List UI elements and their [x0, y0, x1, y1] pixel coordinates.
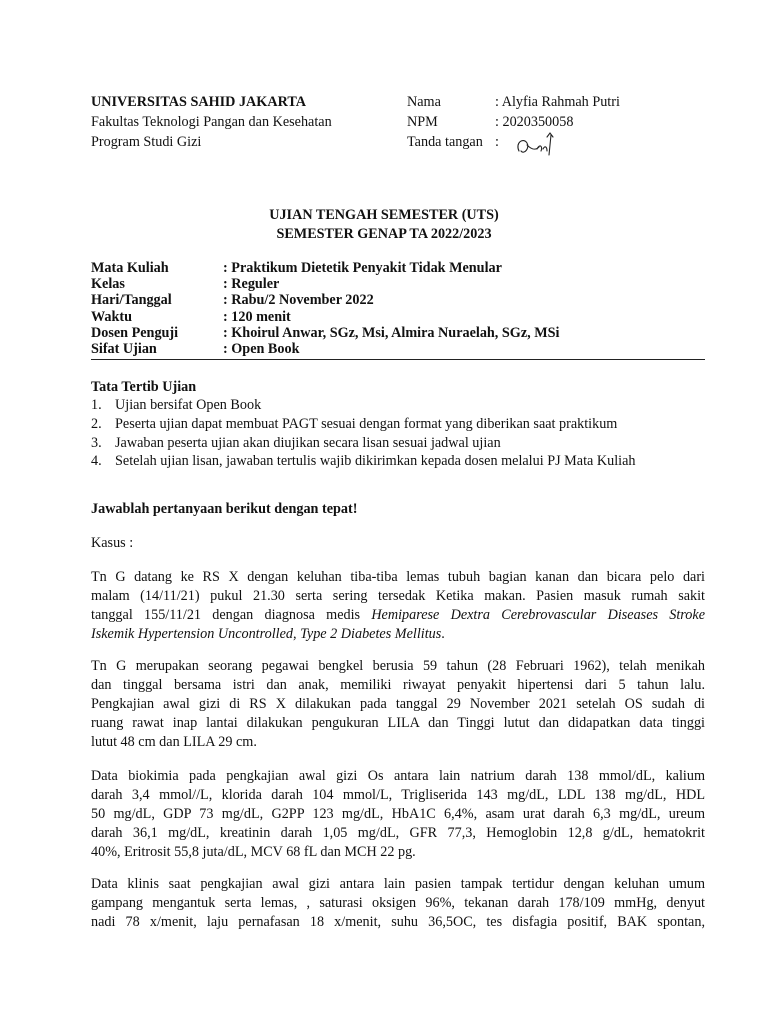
faculty-name: Fakultas Teknologi Pangan dan Kesehatan: [91, 114, 332, 130]
info-label: Kelas: [91, 276, 125, 293]
exam-info-row: [91, 276, 711, 292]
case-label: Kasus :: [91, 535, 134, 551]
list-number: 4.: [91, 453, 102, 470]
exam-title: [0, 206, 768, 244]
exam-info-row: [91, 325, 711, 341]
horizontal-divider: [91, 359, 705, 360]
list-item: [91, 415, 711, 434]
name-label: Nama: [407, 94, 441, 110]
case-paragraph-1: [91, 568, 705, 644]
list-item: [91, 396, 711, 415]
info-label: Sifat Ujian: [91, 340, 157, 357]
exam-info-row: [91, 341, 711, 357]
info-label: Waktu: [91, 308, 133, 325]
list-text: Peserta ujian dapat membuat PAGT sesuai dengan format yang diberikan saat praktikum: [115, 415, 618, 432]
info-value: : 120 menit: [223, 308, 291, 325]
list-text: Ujian bersifat Open Book: [115, 397, 262, 413]
paragraph-text: tanggal 155/11/21 dengan diagnosa medis: [91, 607, 372, 623]
question-prompt: Jawablah pertanyaan berikut dengan tepat!: [91, 501, 358, 517]
paragraph-line: Data klinis saat pengkajian awal gizi antara lain pasien tampak tertidur dengan keluhan umum: [91, 876, 705, 892]
info-value: : Reguler: [223, 276, 280, 293]
handwritten-signature: [513, 129, 561, 161]
case-paragraph-2: [91, 657, 705, 752]
info-label: Dosen Penguji: [91, 324, 179, 341]
exam-info-row: [91, 309, 711, 325]
medical-diagnosis: Iskemik Hypertension Uncontrolled: [91, 626, 293, 642]
info-label: Hari/Tanggal: [91, 292, 172, 309]
list-text: Jawaban peserta ujian akan diujikan secara lisan sesuai jadwal ujian: [115, 434, 501, 451]
paragraph-line: 40%, Eritrosit 55,8 juta/dL, MCV 68 fL dan MCH 22 pg.: [91, 844, 416, 860]
paragraph-line: darah 36,1 mg/dL, kreatinin darah 1,05 mg/dL, GFR 77,3, Hemoglobin 12,8 g/dL, hematokrit: [91, 825, 705, 841]
paragraph-line: [91, 606, 705, 625]
list-number: 3.: [91, 434, 102, 451]
medical-diagnosis: Hemiparese Dextra Cerebrovascular Diseases Stroke: [371, 607, 705, 623]
paragraph-text: .: [441, 626, 445, 642]
signature-field: [495, 133, 691, 153]
paragraph-line: Data biokimia pada pengkajian awal gizi Os antara lain natrium darah 138 mmol/dL, kalium: [91, 768, 705, 784]
document-header: [91, 93, 691, 153]
info-value: : Open Book: [223, 340, 300, 357]
case-paragraph-4: [91, 875, 705, 932]
info-label: Mata Kuliah: [91, 260, 169, 276]
info-value: : Praktikum Dietetik Penyakit Tidak Menular: [223, 260, 502, 276]
paragraph-line: malam (14/11/21) pukul 21.30 serta sering tersedak Ketika makan. Pasien masuk rumah sakit: [91, 588, 705, 604]
npm-label: NPM: [407, 114, 438, 130]
npm-value: : 2020350058: [495, 114, 574, 130]
list-item: [91, 452, 711, 471]
rules-list: [91, 396, 711, 471]
paragraph-line: 50 mg/dL, GDP 73 mg/dL, G2PP 123 mg/dL, HbA1C 6,4%, asam urat darah 6,3 mg/dL, ureum: [91, 806, 705, 822]
exam-info-table: [91, 260, 711, 357]
rules-heading: Tata Tertib Ujian: [91, 379, 197, 395]
info-value: : Khoirul Anwar, SGz, Msi, Almira Nuraelah, SGz, MSi: [223, 324, 560, 341]
name-value: : Alyfia Rahmah Putri: [495, 94, 620, 110]
exam-title-line1: UJIAN TENGAH SEMESTER (UTS): [269, 207, 499, 223]
medical-diagnosis: Type 2 Diabetes Mellitus: [300, 626, 442, 642]
list-number: 1.: [91, 397, 102, 413]
paragraph-line: Tn G merupakan seorang pegawai bengkel berusia 59 tahun (28 Februari 1962), telah menikah: [91, 658, 705, 674]
exam-rules: [91, 378, 711, 471]
paragraph-line: nadi 78 x/menit, laju pernafasan 18 x/menit, suhu 36,5OC, tes disfagia positif, BAK spontan,: [91, 914, 705, 930]
paragraph-line: dan tinggal bersama istri dan anak, memiliki riwayat penyakit hipertensi dari 5 tahun lalu.: [91, 677, 705, 693]
info-value: : Rabu/2 November 2022: [223, 292, 374, 309]
signature-label: Tanda tangan: [407, 134, 483, 150]
paragraph-line: ruang rawat inap lantai dilakukan pengukuran LILA dan Tinggi lutut dan didapatkan data tinggi: [91, 715, 705, 731]
exam-info-row: [91, 292, 711, 308]
exam-info-row: [91, 260, 711, 276]
case-paragraph-3: [91, 767, 705, 862]
paragraph-line: Tn G datang ke RS X dengan keluhan tiba-tiba lemas tubuh bagian kanan dan bicara pelo dari: [91, 569, 705, 585]
list-item: [91, 434, 711, 453]
exam-title-line2: SEMESTER GENAP TA 2022/2023: [276, 226, 492, 242]
program-name: Program Studi Gizi: [91, 134, 202, 150]
paragraph-line: [91, 625, 705, 644]
paragraph-line: darah 3,4 mmol//L, klorida darah 104 mmol/L, Trigliserida 143 mg/dL, LDL 138 mg/dL, HDL: [91, 787, 705, 803]
paragraph-line: lutut 48 cm dan LILA 29 cm.: [91, 734, 257, 750]
paragraph-text: ,: [292, 626, 301, 642]
paragraph-line: Pengkajian awal gizi di RS X dilakukan pada tanggal 29 November 2021 setelah OS sudah di: [91, 696, 705, 712]
list-text: Setelah ujian lisan, jawaban tertulis wajib dikirimkan kepada dosen melalui PJ Mata Kuliah: [115, 453, 636, 470]
paragraph-line: gampang mengantuk serta lemas, , saturasi oksigen 96%, tekanan darah 178/109 mmHg, denyut: [91, 895, 705, 911]
list-number: 2.: [91, 415, 102, 432]
signature-colon: :: [495, 134, 499, 150]
university-name: UNIVERSITAS SAHID JAKARTA: [91, 94, 306, 110]
